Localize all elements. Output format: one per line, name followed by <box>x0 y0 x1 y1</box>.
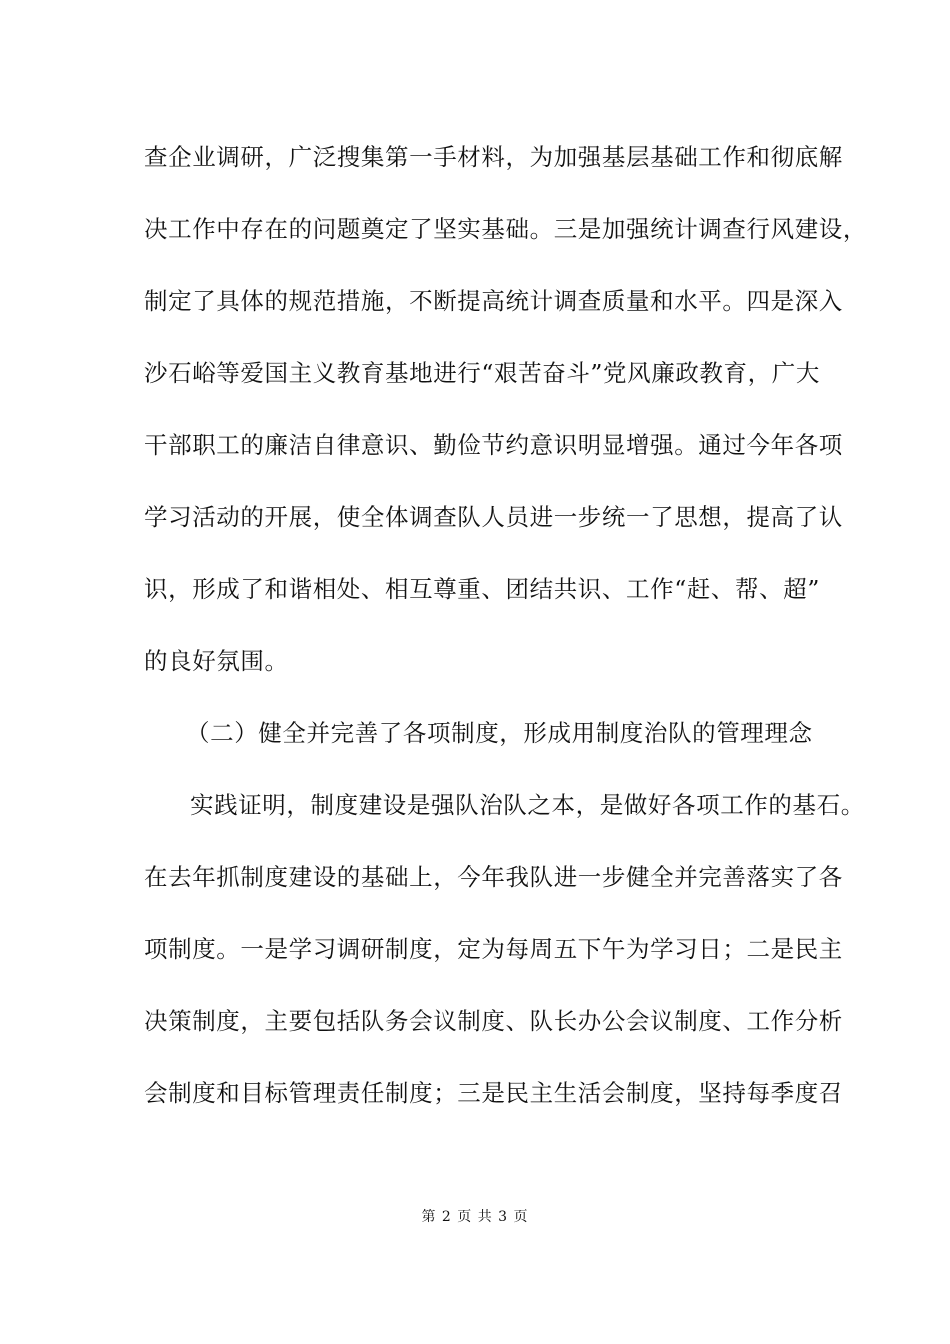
body-text-line: 会制度和目标管理责任制度；三是民主生活会制度，坚持每季度召 <box>144 1079 843 1107</box>
body-text-line: 沙石峪等爱国主义教育基地进行“艰苦奋斗”党风廉政教育，广大 <box>144 359 820 387</box>
body-text-line: 查企业调研，广泛搜集第一手材料，为加强基层基础工作和彻底解 <box>144 143 843 171</box>
body-text-line: 的良好氛围。 <box>144 647 289 675</box>
body-text-line: 决策制度，主要包括队务会议制度、队长办公会议制度、工作分析 <box>144 1007 843 1035</box>
page-number-footer: 第 2 页 共 3 页 <box>421 1209 529 1225</box>
body-text-line: 实践证明，制度建设是强队治队之本，是做好各项工作的基石。 <box>190 791 865 819</box>
body-text-line: 识，形成了和谐相处、相互尊重、团结共识、工作“赶、帮、超” <box>144 575 820 603</box>
body-text-line: 在去年抓制度建设的基础上，今年我队进一步健全并完善落实了各 <box>144 863 843 891</box>
body-text-line: 决工作中存在的问题奠定了坚实基础。三是加强统计调查行风建设， <box>144 215 867 243</box>
body-text-line: 项制度。一是学习调研制度，定为每周五下午为学习日；二是民主 <box>144 935 843 963</box>
body-text-line: 制定了具体的规范措施，不断提高统计调查质量和水平。四是深入 <box>144 287 843 315</box>
body-text-line: 学习活动的开展，使全体调查队人员进一步统一了思想，提高了认 <box>144 503 843 531</box>
section-heading: （二）健全并完善了各项制度，形成用制度治队的管理理念 <box>186 719 813 747</box>
body-text-line: 干部职工的廉洁自律意识、勤俭节约意识明显增强。通过今年各项 <box>144 431 843 459</box>
